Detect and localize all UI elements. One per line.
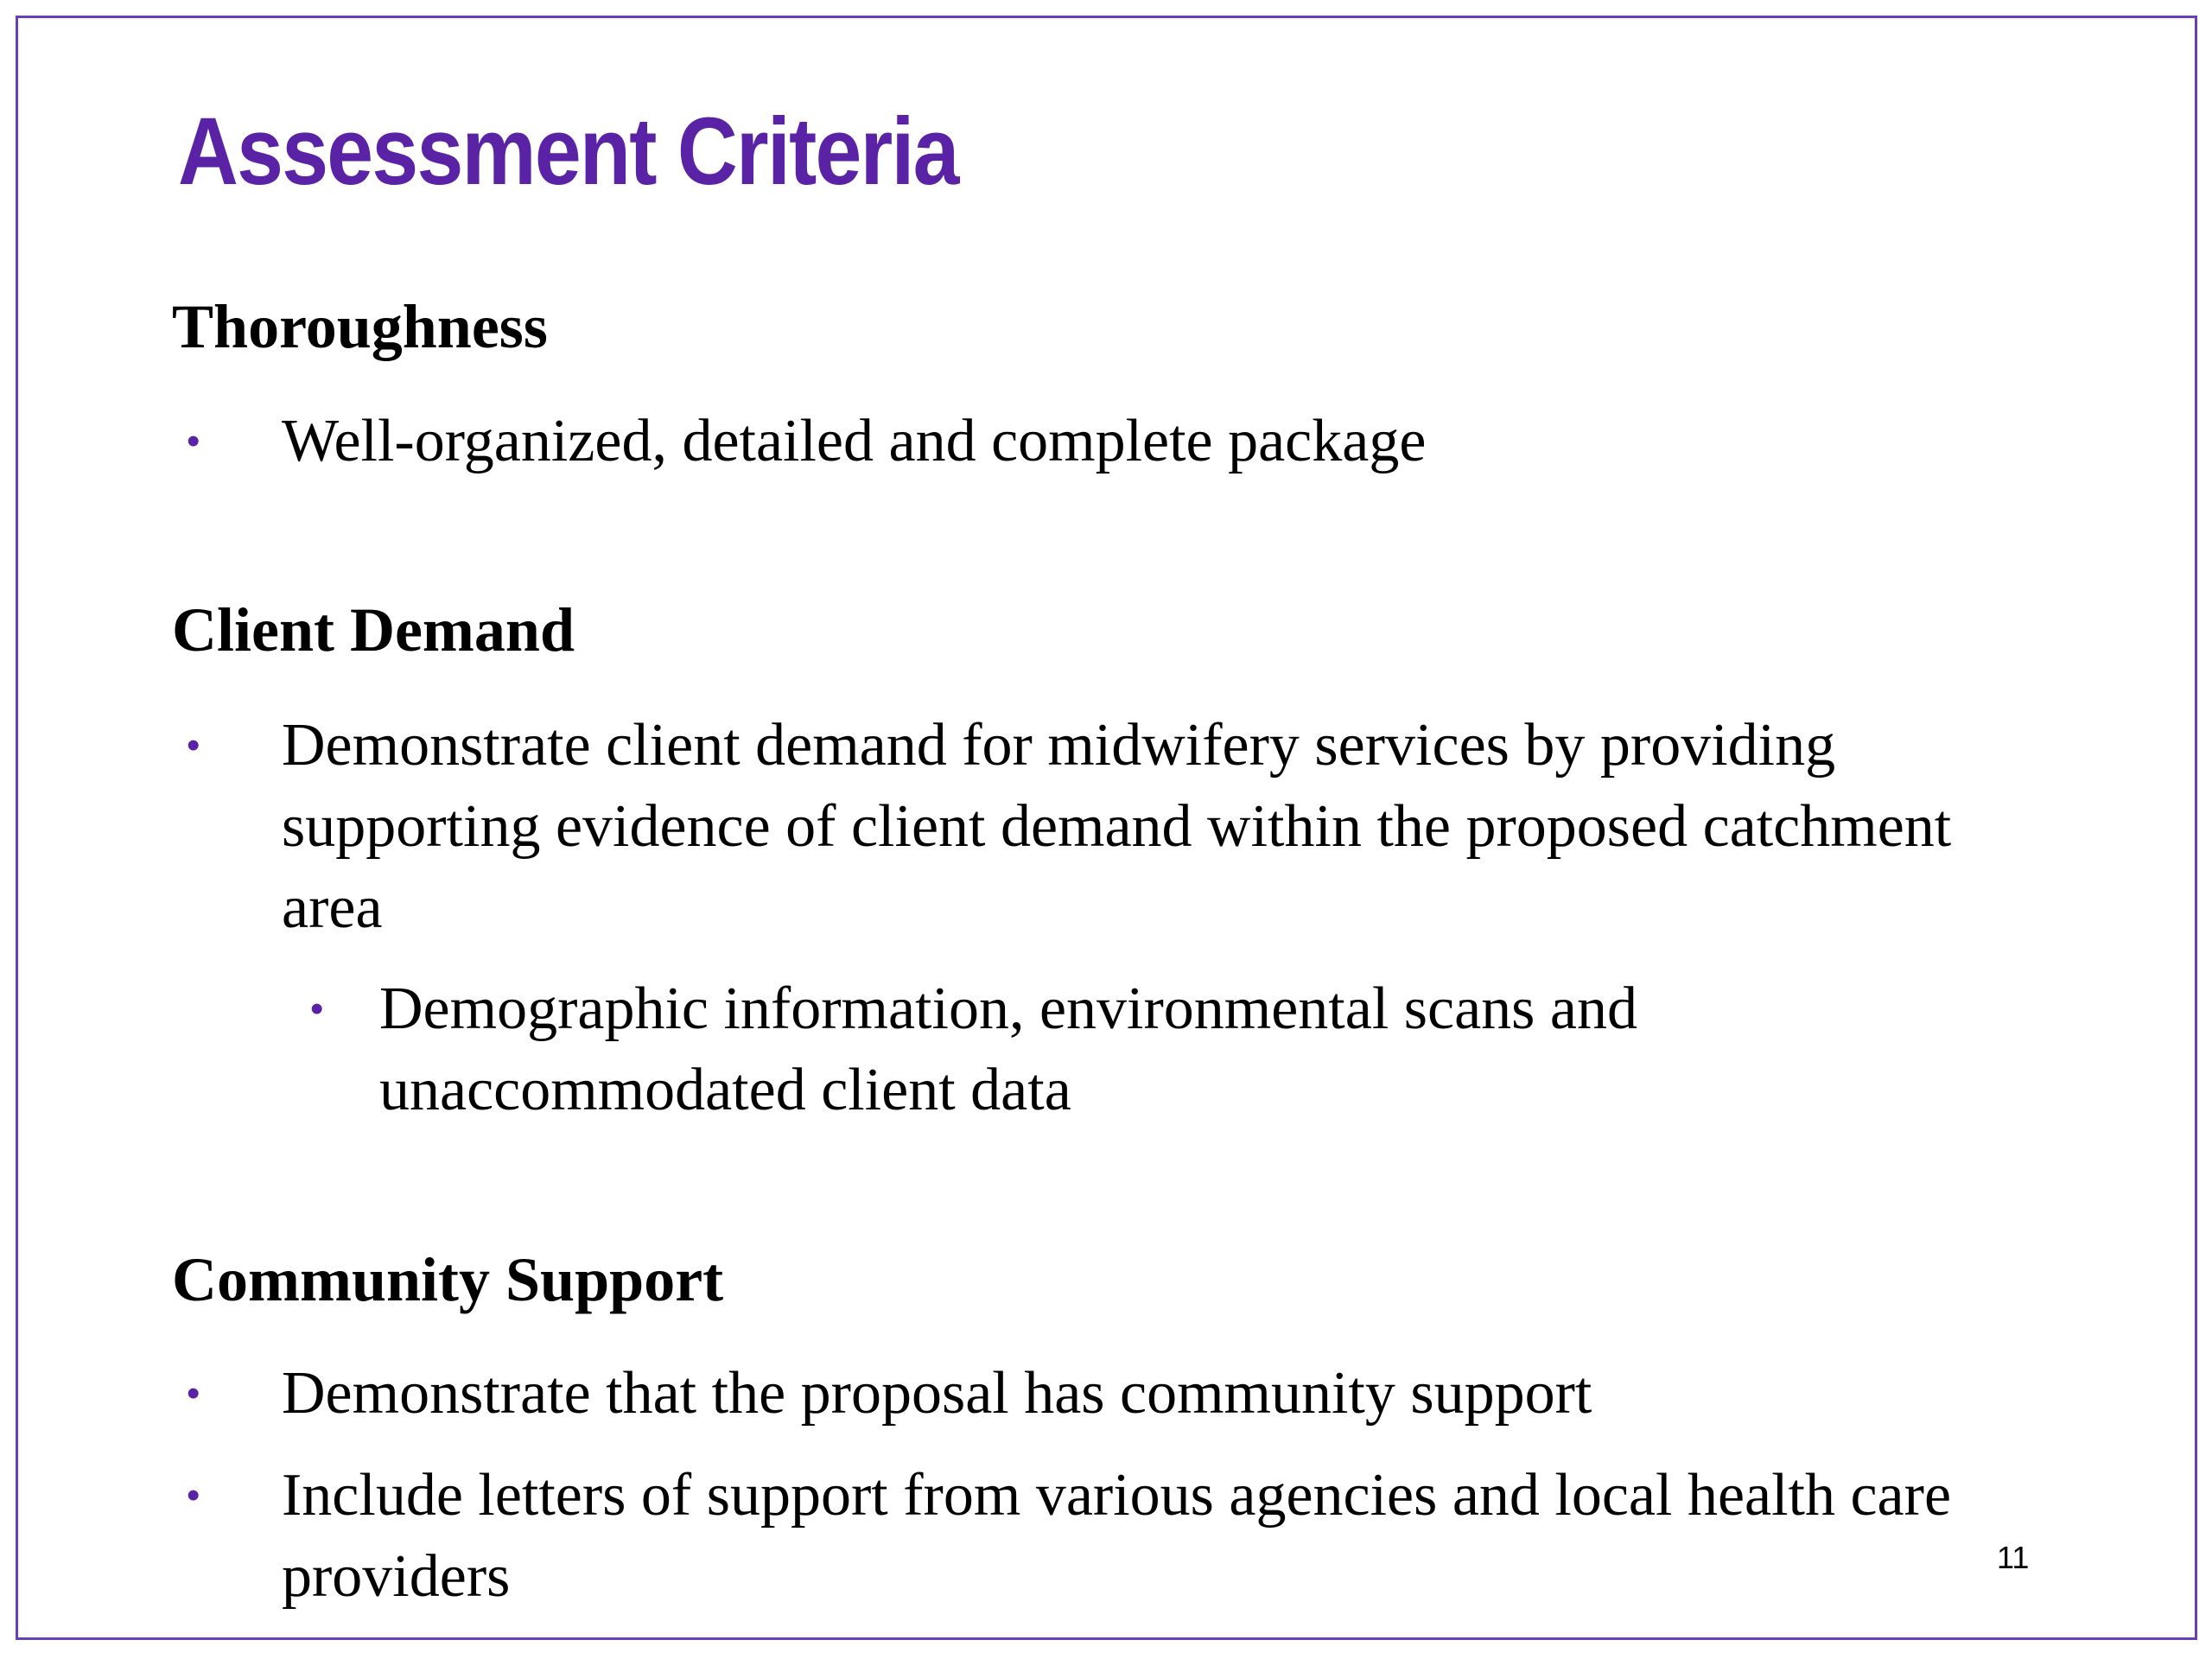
bullet-icon: • [310,988,324,1030]
bullet-item [187,705,1967,949]
section-heading-thoroughness: Thoroughness [172,292,548,361]
bullet-item [187,401,1967,482]
bullet-icon: • [187,420,200,462]
bullet-item [187,1455,1967,1618]
bullet-item [187,1353,1967,1434]
bullet-icon: • [187,724,200,766]
slide-title: Assessment Criteria [178,99,958,205]
bullet-text: Demonstrate that the proposal has community support [282,1360,1592,1427]
section-heading-community-support: Community Support [172,1245,724,1314]
bullet-text: Include letters of support from various agencies and local health care providers [282,1462,1952,1610]
section-heading-client-demand: Client Demand [172,595,575,664]
bullet-text: Well-organized, detailed and complete package [282,408,1427,474]
sub-bullet-item [310,969,1986,1131]
bullet-icon: • [187,1372,200,1414]
sub-bullet-text: Demographic information, environmental scans and unaccommodated client data [379,976,1637,1123]
slide [16,16,2197,1640]
bullet-icon: • [187,1474,200,1516]
bullet-text: Demonstrate client demand for midwifery services by providing supporting evidence of client demand within the proposed catchment area [282,712,1952,941]
page-number: 11 [1997,1540,2030,1575]
